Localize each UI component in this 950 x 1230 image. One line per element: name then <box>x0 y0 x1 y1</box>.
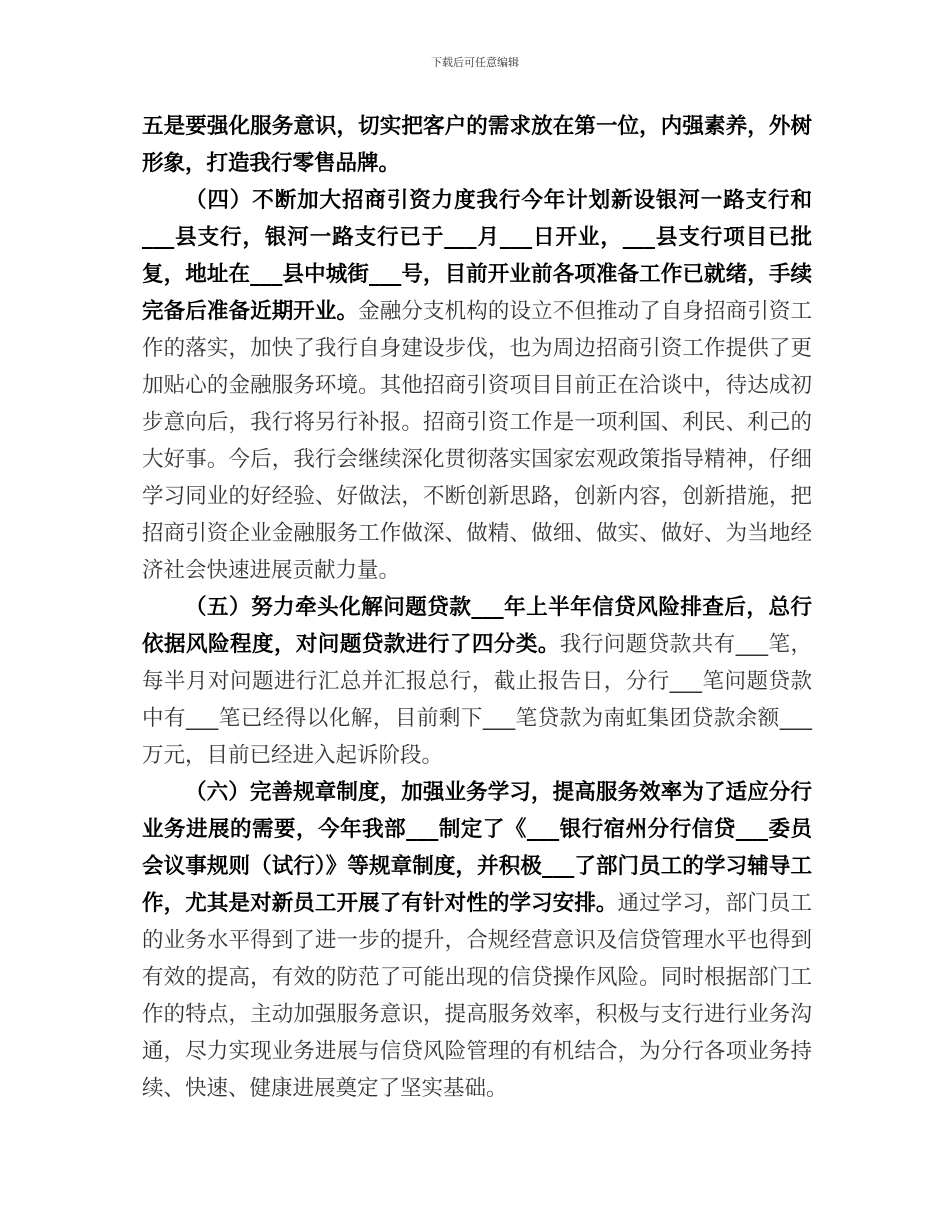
paragraph-service-awareness <box>142 108 812 182</box>
paragraph-problem-loans <box>142 589 812 774</box>
paragraph-investment-attraction <box>142 182 812 589</box>
paragraph-bold-text: （六）完善规章制度，加强业务学习，提高服务效率为了适应分行业务进展的需要，今年我部___制定了《___银行宿州分行信贷___委员会议事规则（试行）》等规章制度，并积极___了部门员工的学习辅导工作，尤其是对新员工开展了有针对性的学习安排。 <box>142 780 812 916</box>
document-body <box>142 108 812 1107</box>
paragraph-body-text: 金融分支机构的设立不但推动了自身招商引资工作的落实，加快了我行自身建设步伐，也为周边招商引资工作提供了更加贴心的金融服务环境。其他招商引资项目目前正在洽谈中，待达成初步意向后，我行将另行补报。招商引资工作是一项利国、利民、利己的大好事。今后，我行会继续深化贯彻落实国家宏观政策指导精神，仔细学习同业的好经验、好做法，不断创新思路，创新内容，创新措施，把招商引资企业金融服务工作做深、做精、做细、做实、做好、为当地经济社会快速进展贡献力量。 <box>142 299 812 583</box>
paragraph-bold-text: （五）努力牵头化解问题贷款___年上半年信贷风险排查后，总行依据风险程度，对问题贷款进行了四分类。 <box>142 595 812 657</box>
paragraph-rules-and-training <box>142 774 812 1107</box>
page-header: 下载后可任意编辑 <box>431 56 519 69</box>
paragraph-body-text: 我行问题贷款共有___笔，每半月对问题进行汇总并汇报总行，截止报告日，分行___笔问题贷款中有___笔已经得以化解，目前剩下___笔贷款为南虹集团贷款余额___万元，目前已经进入起诉阶段。 <box>142 632 812 768</box>
paragraph-bold-text: （四）不断加大招商引资力度我行今年计划新设银河一路支行和___县支行，银河一路支行已于___月___日开业，___县支行项目已批复，地址在___县中城街___号，目前开业前各项准备工作已就绪，手续完备后准备近期开业。 <box>142 188 812 324</box>
paragraph-bold-text: 五是要强化服务意识，切实把客户的需求放在第一位，内强素养，外树形象，打造我行零售品牌。 <box>142 114 812 176</box>
paragraph-body-text: 通过学习，部门员工的业务水平得到了进一步的提升，合规经营意识及信贷管理水平也得到有效的提高，有效的防范了可能出现的信贷操作风险。同时根据部门工作的特点，主动加强服务意识，提高服务效率，积极与支行进行业务沟通，尽力实现业务进展与信贷风险管理的有机结合，为分行各项业务持续、快速、健康进展奠定了坚实基础。 <box>142 891 812 1101</box>
